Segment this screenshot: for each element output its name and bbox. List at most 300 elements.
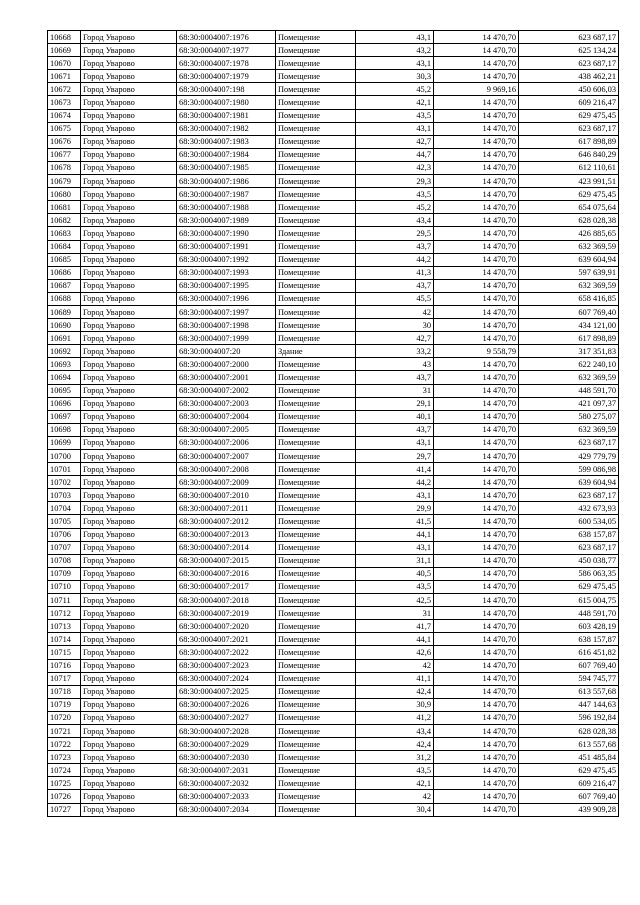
locality-cell: Город Уварово xyxy=(81,489,177,502)
area-cell: 43,7 xyxy=(356,423,434,436)
locality-cell: Город Уварово xyxy=(81,332,177,345)
specific-value-cell: 14 470,70 xyxy=(434,672,519,685)
table-row xyxy=(48,397,619,410)
area-cell: 43,4 xyxy=(356,724,434,737)
cadastral-number-cell: 68:30:0004007:1980 xyxy=(177,96,276,109)
area-cell: 42,7 xyxy=(356,332,434,345)
table-row xyxy=(48,790,619,803)
cadastral-number-cell: 68:30:0004007:2027 xyxy=(177,711,276,724)
row-number-cell: 10704 xyxy=(48,502,81,515)
cadastral-value-cell: 432 673,93 xyxy=(519,502,619,515)
cadastral-value-cell: 317 351,83 xyxy=(519,345,619,358)
cadastral-value-cell: 623 687,17 xyxy=(519,436,619,449)
table-row xyxy=(48,698,619,711)
row-number-cell: 10693 xyxy=(48,358,81,371)
table-row xyxy=(48,201,619,214)
object-type-cell: Помещение xyxy=(276,371,356,384)
locality-cell: Город Уварово xyxy=(81,109,177,122)
locality-cell: Город Уварово xyxy=(81,292,177,305)
cadastral-value-cell: 632 369,59 xyxy=(519,423,619,436)
area-cell: 43,7 xyxy=(356,279,434,292)
object-type-cell: Помещение xyxy=(276,148,356,161)
object-type-cell: Помещение xyxy=(276,397,356,410)
object-type-cell: Помещение xyxy=(276,463,356,476)
cadastral-value-cell: 629 475,45 xyxy=(519,109,619,122)
cadastral-number-cell: 68:30:0004007:1979 xyxy=(177,70,276,83)
object-type-cell: Помещение xyxy=(276,515,356,528)
area-cell: 45,2 xyxy=(356,83,434,96)
table-row xyxy=(48,672,619,685)
cadastral-value-cell: 629 475,45 xyxy=(519,764,619,777)
area-cell: 41,2 xyxy=(356,711,434,724)
locality-cell: Город Уварово xyxy=(81,214,177,227)
specific-value-cell: 14 470,70 xyxy=(434,659,519,672)
locality-cell: Город Уварово xyxy=(81,122,177,135)
specific-value-cell: 14 470,70 xyxy=(434,580,519,593)
object-type-cell: Помещение xyxy=(276,31,356,44)
specific-value-cell: 14 470,70 xyxy=(434,397,519,410)
locality-cell: Город Уварово xyxy=(81,685,177,698)
cadastral-number-cell: 68:30:0004007:2031 xyxy=(177,764,276,777)
object-type-cell: Помещение xyxy=(276,711,356,724)
row-number-cell: 10683 xyxy=(48,227,81,240)
table-row xyxy=(48,384,619,397)
cadastral-value-cell: 607 769,40 xyxy=(519,659,619,672)
area-cell: 43,1 xyxy=(356,31,434,44)
row-number-cell: 10670 xyxy=(48,57,81,70)
cadastral-number-cell: 68:30:0004007:2015 xyxy=(177,554,276,567)
cadastral-value-cell: 421 097,37 xyxy=(519,397,619,410)
object-type-cell: Помещение xyxy=(276,240,356,253)
locality-cell: Город Уварово xyxy=(81,148,177,161)
table-row xyxy=(48,423,619,436)
specific-value-cell: 14 470,70 xyxy=(434,161,519,174)
locality-cell: Город Уварово xyxy=(81,371,177,384)
specific-value-cell: 14 470,70 xyxy=(434,240,519,253)
cadastral-number-cell: 68:30:0004007:2032 xyxy=(177,777,276,790)
cadastral-value-cell: 629 475,45 xyxy=(519,580,619,593)
row-number-cell: 10712 xyxy=(48,607,81,620)
cadastral-number-cell: 68:30:0004007:2034 xyxy=(177,803,276,816)
area-cell: 43,5 xyxy=(356,580,434,593)
cadastral-number-cell: 68:30:0004007:2033 xyxy=(177,790,276,803)
cadastral-value-cell: 613 557,68 xyxy=(519,738,619,751)
area-cell: 43,5 xyxy=(356,188,434,201)
area-cell: 40,1 xyxy=(356,410,434,423)
area-cell: 33,2 xyxy=(356,345,434,358)
cadastral-number-cell: 68:30:0004007:2003 xyxy=(177,397,276,410)
cadastral-number-cell: 68:30:0004007:2008 xyxy=(177,463,276,476)
specific-value-cell: 14 470,70 xyxy=(434,279,519,292)
cadastral-number-cell: 68:30:0004007:2021 xyxy=(177,633,276,646)
locality-cell: Город Уварово xyxy=(81,659,177,672)
row-number-cell: 10696 xyxy=(48,397,81,410)
cadastral-value-cell: 613 557,68 xyxy=(519,685,619,698)
area-cell: 30,3 xyxy=(356,70,434,83)
specific-value-cell: 14 470,70 xyxy=(434,463,519,476)
object-type-cell: Помещение xyxy=(276,646,356,659)
cadastral-value-cell: 596 192,84 xyxy=(519,711,619,724)
object-type-cell: Помещение xyxy=(276,122,356,135)
specific-value-cell: 9 558,79 xyxy=(434,345,519,358)
area-cell: 31 xyxy=(356,607,434,620)
table-row xyxy=(48,724,619,737)
cadastral-value-cell: 615 004,75 xyxy=(519,594,619,607)
table-row xyxy=(48,463,619,476)
cadastral-number-cell: 68:30:0004007:2000 xyxy=(177,358,276,371)
specific-value-cell: 14 470,70 xyxy=(434,567,519,580)
cadastral-value-cell: 623 687,17 xyxy=(519,541,619,554)
cadastral-number-cell: 68:30:0004007:2012 xyxy=(177,515,276,528)
specific-value-cell: 14 470,70 xyxy=(434,698,519,711)
locality-cell: Город Уварово xyxy=(81,266,177,279)
specific-value-cell: 14 470,70 xyxy=(434,305,519,318)
table-row xyxy=(48,227,619,240)
table-row xyxy=(48,109,619,122)
cadastral-value-cell: 447 144,63 xyxy=(519,698,619,711)
area-cell: 41,7 xyxy=(356,620,434,633)
cadastral-value-cell: 450 606,03 xyxy=(519,83,619,96)
object-type-cell: Помещение xyxy=(276,672,356,685)
row-number-cell: 10724 xyxy=(48,764,81,777)
locality-cell: Город Уварово xyxy=(81,57,177,70)
object-type-cell: Помещение xyxy=(276,607,356,620)
cadastral-number-cell: 68:30:0004007:1995 xyxy=(177,279,276,292)
specific-value-cell: 14 470,70 xyxy=(434,384,519,397)
cadastral-value-cell: 603 428,19 xyxy=(519,620,619,633)
cadastral-value-cell: 439 909,28 xyxy=(519,803,619,816)
row-number-cell: 10711 xyxy=(48,594,81,607)
cadastral-number-cell: 68:30:0004007:2017 xyxy=(177,580,276,593)
locality-cell: Город Уварово xyxy=(81,358,177,371)
row-number-cell: 10669 xyxy=(48,44,81,57)
row-number-cell: 10694 xyxy=(48,371,81,384)
cadastral-number-cell: 68:30:0004007:1981 xyxy=(177,109,276,122)
row-number-cell: 10673 xyxy=(48,96,81,109)
object-type-cell: Помещение xyxy=(276,161,356,174)
area-cell: 43,1 xyxy=(356,57,434,70)
locality-cell: Город Уварово xyxy=(81,305,177,318)
locality-cell: Город Уварово xyxy=(81,397,177,410)
table-row xyxy=(48,135,619,148)
locality-cell: Город Уварово xyxy=(81,567,177,580)
cadastral-number-cell: 68:30:0004007:2025 xyxy=(177,685,276,698)
cadastral-value-cell: 632 369,59 xyxy=(519,279,619,292)
locality-cell: Город Уварово xyxy=(81,31,177,44)
row-number-cell: 10671 xyxy=(48,70,81,83)
object-type-cell: Помещение xyxy=(276,738,356,751)
cadastral-value-cell: 623 687,17 xyxy=(519,122,619,135)
table-row xyxy=(48,358,619,371)
area-cell: 45,5 xyxy=(356,292,434,305)
table-row xyxy=(48,240,619,253)
cadastral-number-cell: 68:30:0004007:2001 xyxy=(177,371,276,384)
table-row xyxy=(48,332,619,345)
object-type-cell: Помещение xyxy=(276,57,356,70)
specific-value-cell: 14 470,70 xyxy=(434,227,519,240)
specific-value-cell: 14 470,70 xyxy=(434,764,519,777)
cadastral-value-cell: 594 745,77 xyxy=(519,672,619,685)
cadastral-value-cell: 639 604,94 xyxy=(519,253,619,266)
table-row xyxy=(48,188,619,201)
row-number-cell: 10687 xyxy=(48,279,81,292)
table-body xyxy=(48,31,619,817)
locality-cell: Город Уварово xyxy=(81,201,177,214)
specific-value-cell: 14 470,70 xyxy=(434,646,519,659)
cadastral-value-cell: 623 687,17 xyxy=(519,489,619,502)
table-row xyxy=(48,436,619,449)
specific-value-cell: 14 470,70 xyxy=(434,57,519,70)
cadastral-number-cell: 68:30:0004007:2018 xyxy=(177,594,276,607)
object-type-cell: Помещение xyxy=(276,201,356,214)
table-row xyxy=(48,214,619,227)
specific-value-cell: 14 470,70 xyxy=(434,201,519,214)
locality-cell: Город Уварово xyxy=(81,240,177,253)
cadastral-value-cell: 617 898,89 xyxy=(519,332,619,345)
specific-value-cell: 14 470,70 xyxy=(434,607,519,620)
area-cell: 43,7 xyxy=(356,240,434,253)
locality-cell: Город Уварово xyxy=(81,528,177,541)
specific-value-cell: 14 470,70 xyxy=(434,738,519,751)
table-row xyxy=(48,764,619,777)
row-number-cell: 10677 xyxy=(48,148,81,161)
locality-cell: Город Уварово xyxy=(81,711,177,724)
cadastral-number-cell: 68:30:0004007:1996 xyxy=(177,292,276,305)
row-number-cell: 10727 xyxy=(48,803,81,816)
specific-value-cell: 14 470,70 xyxy=(434,175,519,188)
cadastral-value-cell: 599 086,98 xyxy=(519,463,619,476)
cadastral-number-cell: 68:30:0004007:1977 xyxy=(177,44,276,57)
cadastral-number-cell: 68:30:0004007:1985 xyxy=(177,161,276,174)
specific-value-cell: 14 470,70 xyxy=(434,253,519,266)
cadastral-number-cell: 68:30:0004007:2028 xyxy=(177,724,276,737)
object-type-cell: Помещение xyxy=(276,70,356,83)
locality-cell: Город Уварово xyxy=(81,554,177,567)
table-row xyxy=(48,44,619,57)
specific-value-cell: 14 470,70 xyxy=(434,214,519,227)
object-type-cell: Помещение xyxy=(276,476,356,489)
row-number-cell: 10681 xyxy=(48,201,81,214)
row-number-cell: 10718 xyxy=(48,685,81,698)
row-number-cell: 10703 xyxy=(48,489,81,502)
cadastral-number-cell: 68:30:0004007:1987 xyxy=(177,188,276,201)
specific-value-cell: 14 470,70 xyxy=(434,292,519,305)
area-cell: 42 xyxy=(356,305,434,318)
specific-value-cell: 14 470,70 xyxy=(434,528,519,541)
area-cell: 40,5 xyxy=(356,567,434,580)
specific-value-cell: 14 470,70 xyxy=(434,489,519,502)
object-type-cell: Помещение xyxy=(276,436,356,449)
row-number-cell: 10697 xyxy=(48,410,81,423)
object-type-cell: Помещение xyxy=(276,266,356,279)
row-number-cell: 10695 xyxy=(48,384,81,397)
table-row xyxy=(48,489,619,502)
specific-value-cell: 14 470,70 xyxy=(434,724,519,737)
cadastral-value-cell: 607 769,40 xyxy=(519,790,619,803)
specific-value-cell: 14 470,70 xyxy=(434,633,519,646)
area-cell: 42,1 xyxy=(356,777,434,790)
cadastral-value-cell: 609 216,47 xyxy=(519,777,619,790)
table-row xyxy=(48,633,619,646)
specific-value-cell: 14 470,70 xyxy=(434,436,519,449)
cadastral-number-cell: 68:30:0004007:2002 xyxy=(177,384,276,397)
cadastral-number-cell: 68:30:0004007:2030 xyxy=(177,751,276,764)
cadastral-number-cell: 68:30:0004007:2013 xyxy=(177,528,276,541)
row-number-cell: 10680 xyxy=(48,188,81,201)
area-cell: 43,1 xyxy=(356,436,434,449)
object-type-cell: Помещение xyxy=(276,358,356,371)
cadastral-number-cell: 68:30:0004007:198 xyxy=(177,83,276,96)
object-type-cell: Помещение xyxy=(276,332,356,345)
locality-cell: Город Уварово xyxy=(81,161,177,174)
locality-cell: Город Уварово xyxy=(81,83,177,96)
row-number-cell: 10700 xyxy=(48,450,81,463)
cadastral-value-cell: 448 591,70 xyxy=(519,607,619,620)
cadastral-value-cell: 632 369,59 xyxy=(519,240,619,253)
cadastral-value-cell: 451 485,84 xyxy=(519,751,619,764)
specific-value-cell: 14 470,70 xyxy=(434,410,519,423)
cadastral-value-cell: 616 451,82 xyxy=(519,646,619,659)
cadastral-number-cell: 68:30:0004007:2014 xyxy=(177,541,276,554)
table-row xyxy=(48,70,619,83)
cadastral-value-cell: 629 475,45 xyxy=(519,188,619,201)
area-cell: 31,1 xyxy=(356,554,434,567)
cadastral-number-cell: 68:30:0004007:1991 xyxy=(177,240,276,253)
locality-cell: Город Уварово xyxy=(81,738,177,751)
cadastral-value-cell: 426 885,65 xyxy=(519,227,619,240)
area-cell: 31,2 xyxy=(356,751,434,764)
area-cell: 43,1 xyxy=(356,489,434,502)
object-type-cell: Помещение xyxy=(276,135,356,148)
row-number-cell: 10719 xyxy=(48,698,81,711)
cadastral-value-cell: 628 028,38 xyxy=(519,724,619,737)
locality-cell: Город Уварово xyxy=(81,423,177,436)
cadastral-number-cell: 68:30:0004007:1988 xyxy=(177,201,276,214)
cadastral-number-cell: 68:30:0004007:1999 xyxy=(177,332,276,345)
object-type-cell: Помещение xyxy=(276,489,356,502)
object-type-cell: Помещение xyxy=(276,777,356,790)
cadastral-value-cell: 438 462,21 xyxy=(519,70,619,83)
row-number-cell: 10676 xyxy=(48,135,81,148)
object-type-cell: Помещение xyxy=(276,659,356,672)
object-type-cell: Помещение xyxy=(276,594,356,607)
object-type-cell: Помещение xyxy=(276,423,356,436)
cadastral-value-cell: 586 063,35 xyxy=(519,567,619,580)
table-row xyxy=(48,57,619,70)
table-row xyxy=(48,122,619,135)
locality-cell: Город Уварово xyxy=(81,436,177,449)
locality-cell: Город Уварово xyxy=(81,44,177,57)
cadastral-number-cell: 68:30:0004007:1984 xyxy=(177,148,276,161)
table-row xyxy=(48,659,619,672)
specific-value-cell: 14 470,70 xyxy=(434,266,519,279)
cadastral-number-cell: 68:30:0004007:2005 xyxy=(177,423,276,436)
area-cell: 45,2 xyxy=(356,201,434,214)
area-cell: 30,9 xyxy=(356,698,434,711)
object-type-cell: Помещение xyxy=(276,790,356,803)
area-cell: 42,6 xyxy=(356,646,434,659)
table-row xyxy=(48,253,619,266)
table-row xyxy=(48,685,619,698)
locality-cell: Город Уварово xyxy=(81,541,177,554)
area-cell: 43,1 xyxy=(356,122,434,135)
area-cell: 42,3 xyxy=(356,161,434,174)
table-row xyxy=(48,711,619,724)
locality-cell: Город Уварово xyxy=(81,476,177,489)
table-row xyxy=(48,541,619,554)
row-number-cell: 10701 xyxy=(48,463,81,476)
table-row xyxy=(48,410,619,423)
area-cell: 43,1 xyxy=(356,541,434,554)
specific-value-cell: 14 470,70 xyxy=(434,122,519,135)
row-number-cell: 10685 xyxy=(48,253,81,266)
cadastral-value-cell: 597 639,91 xyxy=(519,266,619,279)
row-number-cell: 10668 xyxy=(48,31,81,44)
locality-cell: Город Уварово xyxy=(81,135,177,148)
cadastral-value-cell: 639 604,94 xyxy=(519,476,619,489)
table-row xyxy=(48,567,619,580)
cadastral-value-cell: 580 275,07 xyxy=(519,410,619,423)
cadastral-number-cell: 68:30:0004007:1992 xyxy=(177,253,276,266)
row-number-cell: 10678 xyxy=(48,161,81,174)
object-type-cell: Помещение xyxy=(276,554,356,567)
locality-cell: Город Уварово xyxy=(81,803,177,816)
object-type-cell: Помещение xyxy=(276,292,356,305)
locality-cell: Город Уварово xyxy=(81,345,177,358)
cadastral-value-cell: 625 134,24 xyxy=(519,44,619,57)
object-type-cell: Помещение xyxy=(276,109,356,122)
locality-cell: Город Уварово xyxy=(81,633,177,646)
area-cell: 43,7 xyxy=(356,371,434,384)
area-cell: 42,1 xyxy=(356,96,434,109)
locality-cell: Город Уварово xyxy=(81,777,177,790)
object-type-cell: Помещение xyxy=(276,319,356,332)
object-type-cell: Помещение xyxy=(276,175,356,188)
specific-value-cell: 14 470,70 xyxy=(434,541,519,554)
object-type-cell: Помещение xyxy=(276,620,356,633)
locality-cell: Город Уварово xyxy=(81,319,177,332)
locality-cell: Город Уварово xyxy=(81,764,177,777)
cadastral-value-cell: 632 369,59 xyxy=(519,371,619,384)
specific-value-cell: 14 470,70 xyxy=(434,109,519,122)
area-cell: 29,7 xyxy=(356,450,434,463)
cadastral-value-cell: 607 769,40 xyxy=(519,305,619,318)
object-type-cell: Помещение xyxy=(276,410,356,423)
cadastral-number-cell: 68:30:0004007:2016 xyxy=(177,567,276,580)
specific-value-cell: 14 470,70 xyxy=(434,502,519,515)
cadastral-value-cell: 617 898,89 xyxy=(519,135,619,148)
row-number-cell: 10715 xyxy=(48,646,81,659)
specific-value-cell: 14 470,70 xyxy=(434,620,519,633)
row-number-cell: 10716 xyxy=(48,659,81,672)
object-type-cell: Помещение xyxy=(276,305,356,318)
area-cell: 41,1 xyxy=(356,672,434,685)
cadastral-number-cell: 68:30:0004007:1990 xyxy=(177,227,276,240)
cadastral-number-cell: 68:30:0004007:2024 xyxy=(177,672,276,685)
cadastral-number-cell: 68:30:0004007:1982 xyxy=(177,122,276,135)
locality-cell: Город Уварово xyxy=(81,450,177,463)
specific-value-cell: 14 470,70 xyxy=(434,135,519,148)
specific-value-cell: 14 470,70 xyxy=(434,790,519,803)
table-row xyxy=(48,345,619,358)
object-type-cell: Помещение xyxy=(276,279,356,292)
cadastral-number-cell: 68:30:0004007:2007 xyxy=(177,450,276,463)
object-type-cell: Помещение xyxy=(276,567,356,580)
specific-value-cell: 14 470,70 xyxy=(434,685,519,698)
locality-cell: Город Уварово xyxy=(81,646,177,659)
cadastral-value-cell: 609 216,47 xyxy=(519,96,619,109)
cadastral-number-cell: 68:30:0004007:1989 xyxy=(177,214,276,227)
